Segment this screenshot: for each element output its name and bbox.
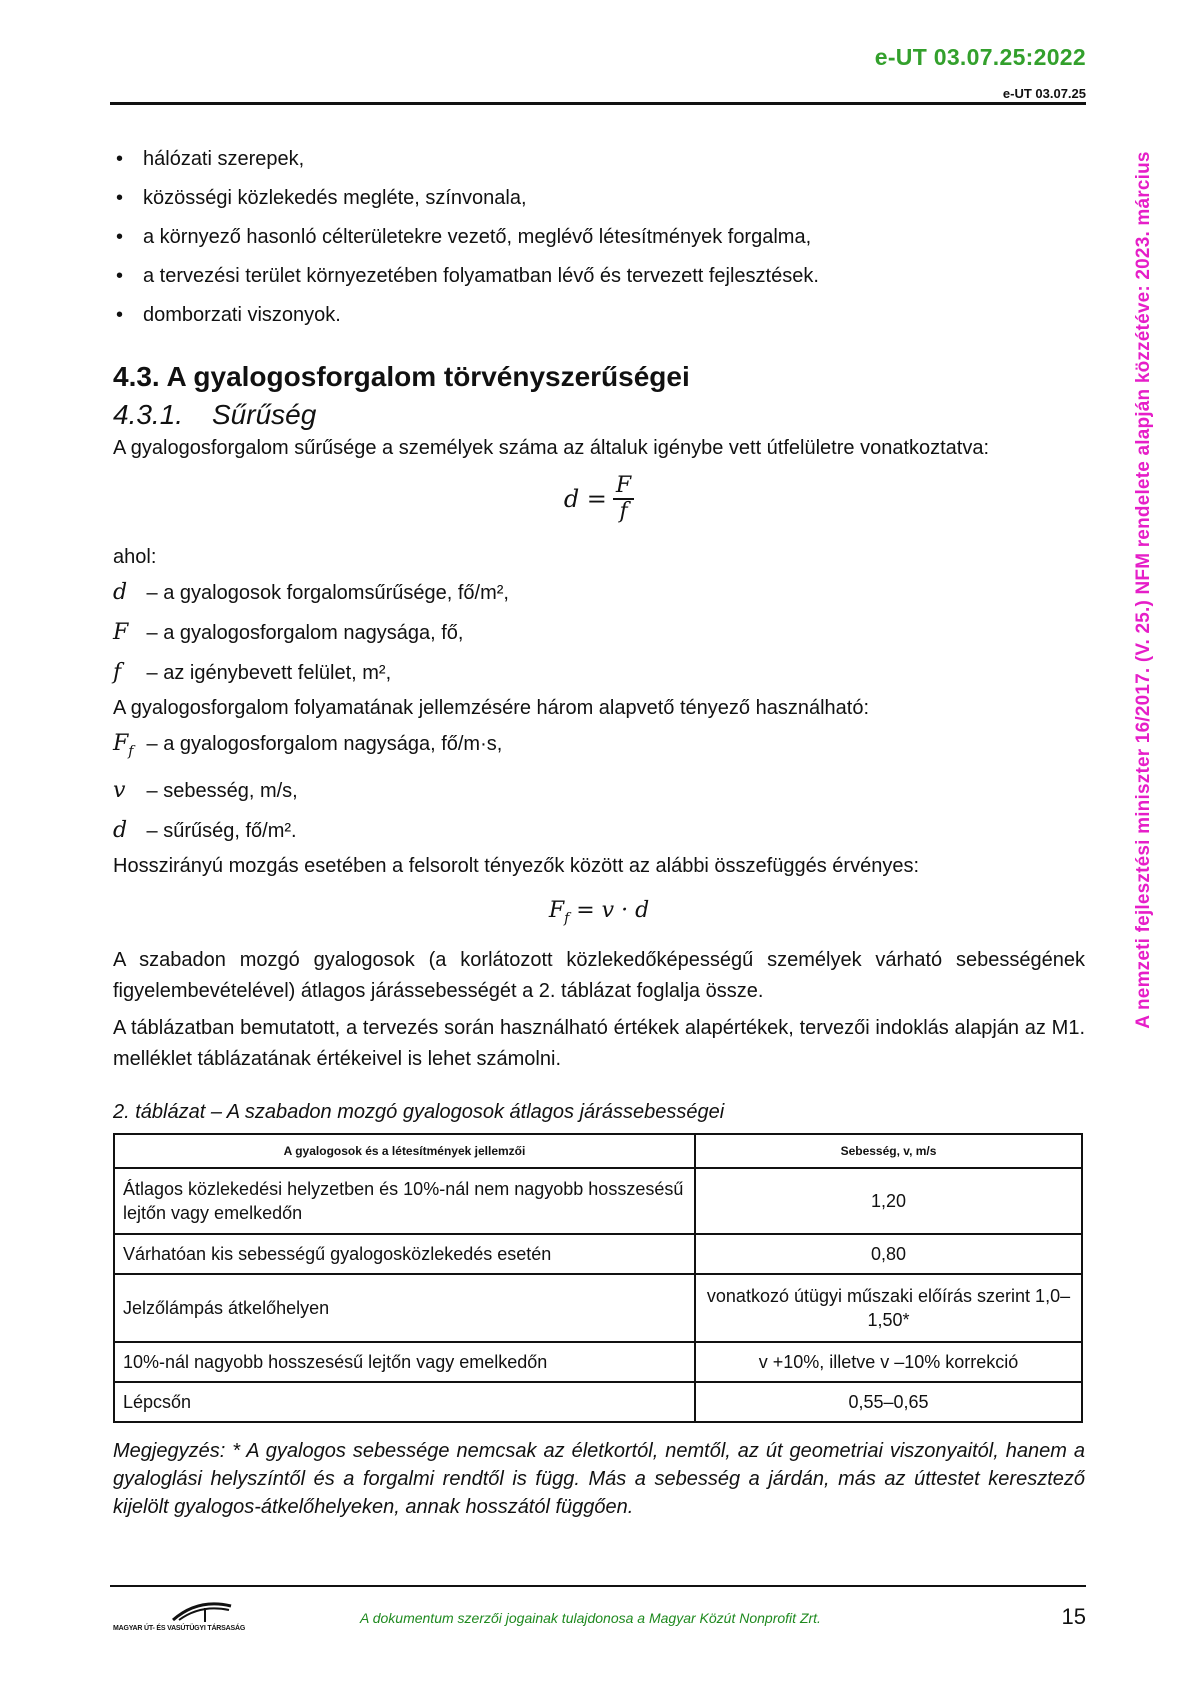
formula-denominator: f bbox=[619, 499, 628, 524]
list-item: • hálózati szerepek, bbox=[113, 140, 1085, 179]
definition-item bbox=[113, 653, 1085, 693]
table-cell: Várhatóan kis sebességű gyalogosközlekedés esetén bbox=[114, 1234, 695, 1274]
definition-text: – sűrűség, fő/m². bbox=[141, 820, 297, 843]
document-code: e-UT 03.07.25:2022 bbox=[874, 44, 1086, 70]
table-header-row bbox=[114, 1134, 1082, 1168]
list-item: • domborzati viszonyok. bbox=[113, 296, 1085, 335]
table-cell: Átlagos közlekedési helyzetben és 10%-nál nem nagyobb hosszesésű lejtőn vagy emelkedőn bbox=[114, 1168, 695, 1234]
density-formula bbox=[113, 474, 1085, 524]
table-note: Megjegyzés: * A gyalogos sebessége nemcsak az életkortól, nemtől, az út geometriai viszonyaitól, hanem a gyaloglási helyszíntől és a forgalmi rendtől is függ. Más a sebesség a járdán, más az úttestet keresztező kijelölt gyalogos-átkelőhelyeken, annak hosszától függően. bbox=[113, 1439, 1085, 1518]
copyright-notice: A dokumentum szerzői jogainak tulajdonosa a Magyar Közút Nonprofit Zrt. bbox=[360, 1610, 821, 1626]
definition-text: – a gyalogosforgalom nagysága, fő, bbox=[141, 622, 464, 644]
table-cell: vonatkozó útügyi műszaki előírás szerint 1,0–1,50* bbox=[695, 1274, 1082, 1342]
list-item: • a környező hasonló célterületekre vezető, meglévő létesítmények forgalma, bbox=[113, 218, 1085, 257]
definition-text: – a gyalogosok forgalomsűrűsége, fő/m², bbox=[141, 582, 509, 604]
definition-item bbox=[113, 573, 1085, 613]
society-logo bbox=[113, 1598, 263, 1632]
table-header-cell: A gyalogosok és a létesítmények jellemzői bbox=[114, 1134, 695, 1168]
intro-paragraph: A gyalogosforgalom sűrűsége a személyek száma az általuk igénybe vett útfelületre vonatkoztatva: bbox=[113, 437, 990, 459]
definition-item bbox=[113, 811, 1085, 851]
formula-numerator: F bbox=[615, 473, 632, 498]
body-paragraph: A szabadon mozgó gyalogosok (a korlátozott közlekedőképességű személyek várható sebességének figyelembevételével) átlagos járássebességét a 2. táblázat foglalja össze. bbox=[113, 948, 1085, 1002]
definition-text: – a gyalogosforgalom nagysága, fő/m·s, bbox=[141, 733, 503, 755]
symbol-base: F bbox=[113, 731, 129, 756]
definition-item bbox=[113, 724, 1085, 771]
table-cell: Lépcsőn bbox=[114, 1382, 695, 1422]
bullet-list bbox=[113, 140, 1085, 335]
table-cell: 0,80 bbox=[695, 1234, 1082, 1274]
definition-symbol: d bbox=[113, 818, 128, 844]
table-cell: 0,55–0,65 bbox=[695, 1382, 1082, 1422]
road-arc-icon bbox=[113, 1598, 263, 1622]
page-content bbox=[113, 140, 1085, 1521]
definition-text: – sebesség, m/s, bbox=[141, 780, 298, 803]
section-heading: 4.3. A gyalogosforgalom törvényszerűségei bbox=[113, 361, 690, 392]
definition-symbol: d bbox=[113, 580, 128, 605]
document-code-short: e-UT 03.07.25 bbox=[1002, 86, 1086, 101]
page-number: 15 bbox=[1061, 1604, 1086, 1629]
table-header-cell: Sebesség, v, m/s bbox=[695, 1134, 1082, 1168]
formula-lhs-subscript: f bbox=[564, 910, 570, 927]
table-row bbox=[114, 1382, 1082, 1422]
table-row bbox=[114, 1168, 1082, 1234]
formula-lhs: d = bbox=[563, 485, 607, 513]
header-rule bbox=[110, 102, 1086, 105]
factors-intro: A gyalogosforgalom folyamatának jellemzésére három alapvető tényező használható: bbox=[113, 697, 869, 719]
definition-item bbox=[113, 613, 1085, 653]
formula-rhs: = v · d bbox=[569, 898, 650, 924]
definition-symbol bbox=[113, 724, 141, 771]
relation-intro: Hosszirányú mozgás esetében a felsorolt tényezők között az alábbi összefüggés érvényes: bbox=[113, 855, 919, 878]
list-item: • a tervezési terület környezetében folyamatban lévő és tervezett fejlesztések. bbox=[113, 257, 1085, 296]
subsection-heading bbox=[113, 397, 1085, 433]
table-cell: 1,20 bbox=[695, 1168, 1082, 1234]
table-caption: 2. táblázat – A szabadon mozgó gyalogosok átlagos járássebességei bbox=[113, 1100, 725, 1123]
definition-symbol: v bbox=[113, 778, 126, 804]
definition-symbol: F bbox=[113, 620, 129, 645]
table-cell: Jelzőlámpás átkelőhelyen bbox=[114, 1274, 695, 1342]
body-paragraph: A táblázatban bemutatott, a tervezés során használható értékek alapértékek, tervezői indoklás alapján az M1. melléklet táblázatának értékeivel is lehet számolni. bbox=[113, 1016, 1085, 1070]
symbol-subscript: f bbox=[128, 743, 134, 760]
speed-table bbox=[113, 1133, 1083, 1423]
formula-fraction bbox=[613, 474, 634, 524]
formula-lhs: F bbox=[548, 898, 565, 924]
table-row bbox=[114, 1342, 1082, 1382]
where-label: ahol: bbox=[113, 546, 157, 568]
table-cell: 10%-nál nagyobb hosszesésű lejtőn vagy emelkedőn bbox=[114, 1342, 695, 1382]
logo-text: MAGYAR ÚT- ÉS VASÚTÜGYI TÁRSASÁG bbox=[113, 1625, 246, 1632]
definition-symbol: f bbox=[113, 660, 122, 685]
subsection-number: 4.3.1. bbox=[113, 399, 184, 430]
publication-note: A nemzeti fejlesztési miniszter 16/2017. (V. 25.) NFM rendelete alapján közzétéve: 2023. március bbox=[1133, 151, 1154, 1029]
table-row bbox=[114, 1274, 1082, 1342]
table-row bbox=[114, 1234, 1082, 1274]
definition-item bbox=[113, 771, 1085, 811]
list-item: • közösségi közlekedés megléte, színvonala, bbox=[113, 179, 1085, 218]
subsection-title: Sűrűség bbox=[212, 399, 317, 430]
flow-formula bbox=[113, 898, 1085, 926]
footer-rule bbox=[110, 1585, 1086, 1587]
table-cell: v +10%, illetve v –10% korrekció bbox=[695, 1342, 1082, 1382]
definition-text: – az igénybevett felület, m², bbox=[141, 662, 392, 684]
